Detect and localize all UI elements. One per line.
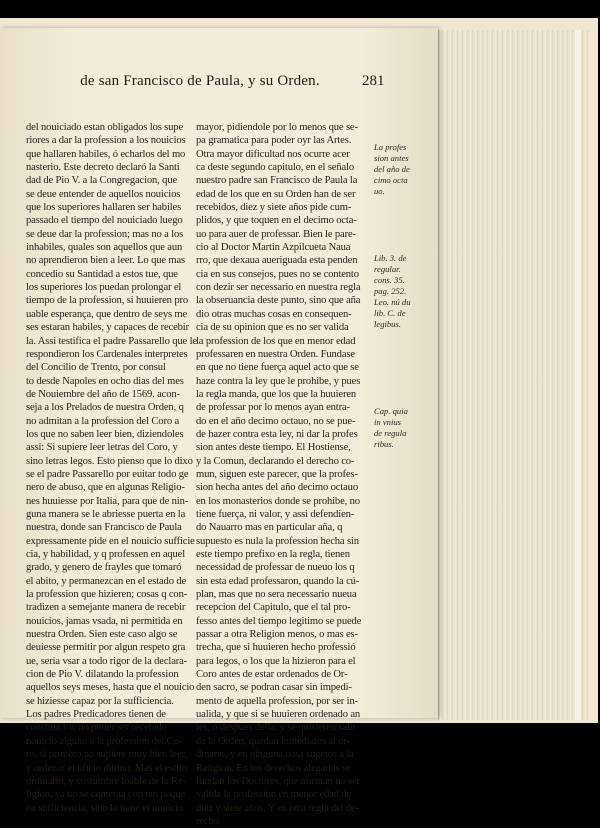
text-line: en los monasterios donde se prohibe, no: [196, 495, 360, 507]
text-line: to desde Napoles en ocho dias del mes: [26, 375, 184, 387]
text-line: no aprendieron bien a leer. Lo que mas: [26, 255, 186, 267]
margin-note-1: [374, 142, 410, 197]
text-line: sin esta edad professaron, quando la cú-: [196, 575, 360, 587]
right-text-column: [196, 121, 366, 828]
text-line: mun, siguen este parecer, que la profes-: [196, 468, 358, 480]
text-line: tes, o despues della, y se quisieren salir: [196, 722, 356, 734]
margin-note-line: cons. 35.: [374, 275, 405, 285]
text-line: den sacro, se podran casar sin impedi-: [196, 682, 352, 694]
text-line: valida la profession en menor edad de: [196, 789, 352, 801]
text-line: sion antes deste tiempo. El Hostiense,: [196, 442, 351, 454]
margin-note-line: pag. 252.: [374, 286, 407, 296]
margin-note-2: [374, 253, 411, 330]
margin-note-line: Cap. quia: [374, 406, 408, 416]
text-line: nuestra, donde san Francisco de Paula: [26, 522, 182, 534]
margin-note-line: uo.: [374, 186, 385, 196]
text-line: cion de Pio V. dilatando la profession: [26, 669, 179, 681]
text-line: la regla manda, que los que la huuieren: [196, 388, 357, 400]
text-line: del Concilio de Trento, por consul: [26, 362, 166, 374]
text-line: seja a los Prelados de nuestra Orden, q: [26, 402, 184, 414]
margin-note-line: del año de: [374, 164, 410, 174]
text-line: guna manera se le abriesse puerta en la: [26, 508, 186, 520]
text-line: recepcion del Capitulo, que el tal pro-: [196, 602, 351, 614]
text-line: del nouiciado estan obligados los supe: [26, 122, 184, 133]
text-line: necessidad de professar de nueuo los q: [196, 562, 355, 574]
text-line: ses estaran habiles, y capaces de recebir: [26, 322, 189, 334]
text-line: supuesto es nula la profession hecha sin: [196, 535, 359, 547]
text-line: de professar por lo menos ayan entra-: [196, 402, 350, 414]
text-line: se deue entender de aquellos nouicios: [26, 188, 181, 200]
text-line: rro, que dexaua aueriguada esta penden: [196, 255, 358, 267]
text-line: nuestro padre san Francisco de Paula la: [196, 175, 358, 187]
text-line: tiene fuerça, ni valor, y assi defendien-: [196, 508, 355, 520]
text-line: los superiores los puedan prolongar el: [26, 282, 182, 294]
text-line: sion hecha antes del año decimo octauo: [196, 482, 358, 494]
text-line: plidos, y que toquen en el decimo octa-: [196, 215, 357, 227]
text-line: recho: [196, 815, 219, 827]
margin-note-line: Lib. 3. de: [374, 253, 407, 263]
text-line: cio al Doctor Martin Azpilcueta Naua: [196, 242, 351, 254]
text-line: se hiziesse capaz por la sufficiencia.: [26, 695, 174, 707]
margin-note-line: La profes: [374, 142, 407, 152]
running-header: de san Francisco de Paula, y su Orden.: [80, 73, 320, 89]
left-text-column: [26, 121, 196, 815]
text-line: mento de aquella profession, por ser in-: [196, 695, 358, 707]
margin-note-line: lib. C. de: [374, 308, 406, 318]
text-line: deuiesse permitir por algun respeto gra: [26, 642, 186, 654]
text-line: aquellos seys meses, hasta que el nouicio: [26, 682, 195, 694]
margin-note-3: [374, 406, 408, 450]
text-line: y la Comun, declarando el derecho co-: [196, 455, 355, 467]
text-line: fundan los Doctores, que afirman no ser: [196, 775, 360, 787]
text-line: do en el año decimo octauo, no se pue-: [196, 415, 356, 427]
text-line: passado el tiempo del nouiciado luego: [26, 215, 183, 227]
text-line: fesso antes del tiempo legitimo se puede: [196, 615, 362, 627]
text-line: nouicio alguno a la profession del Co-: [26, 735, 183, 747]
text-line: assi: Si supiere leer letras del Coro, y: [26, 442, 178, 454]
text-line: sino letras legos. Esto pienso que lo dixo: [26, 455, 193, 467]
text-line: y ordenar el oficio diuino. Mas el estilo: [26, 762, 187, 774]
text-line: trecha, que si huuieren hecho professió: [196, 642, 356, 654]
text-line: este tiempo prefixo en la regla, tienen: [196, 549, 350, 560]
text-line: la. Assi testifica el padre Passarello que le: [26, 335, 197, 347]
text-line: nasterio. Este decreto declaró la Santi: [26, 162, 180, 174]
text-line: plan, mas que no sera necessario nueua: [196, 589, 357, 601]
text-line: para legos, o los que la hizieron para el: [196, 655, 356, 667]
text-line: constitucion no poder ser recebido: [26, 722, 167, 734]
text-line: de la Orden, quedan inmediatos al or-: [196, 735, 350, 747]
text-line: diez y siete años. Y en otra regla del de-: [196, 802, 359, 814]
text-line: recebidos, diez y siete años pide cum-: [196, 202, 352, 214]
text-line: grado, y genero de frayles que tomaró: [26, 562, 182, 574]
text-line: la profession que hizieren; cosas q con-: [26, 589, 188, 601]
text-line: Coro antes de estar ordenados de Or-: [196, 669, 348, 681]
text-line: tradizen a semejante manera de recebir: [26, 602, 186, 614]
text-line: dinario, y en ninguna cosa sugetos a la: [196, 749, 354, 761]
text-line: ualida, y que si se huuieren ordenado an: [196, 709, 361, 721]
text-line: de hazer contra esta ley, ni dar la profes: [196, 428, 358, 440]
text-line: cia de su opinion que es no ser valida: [196, 322, 349, 334]
text-line: en que no tiene fuerça aquel acto que se: [196, 362, 359, 374]
text-line: la profession de los que en menor edad: [196, 335, 356, 347]
text-line: expressamente pide en el nouicio sufficie: [26, 535, 195, 547]
book: [0, 18, 598, 827]
margin-note-line: Leo. nú du: [374, 297, 411, 307]
text-line: riores a dar la profession a los nouicios: [26, 135, 186, 147]
text-line: que los superiores hallaren ser habiles: [26, 202, 182, 214]
text-line: uable esperança, que dentro de seys me: [26, 308, 188, 320]
text-line: pa gramatica para poder oyr las Artes.: [196, 135, 352, 147]
text-line: nero de abuso, que en algunas Religio-: [26, 482, 185, 494]
margin-note-line: legibus.: [374, 319, 401, 329]
text-line: que hallaren habiles, ó echarlos del mo: [26, 148, 186, 160]
text-line: dad de Pio V. a la Congregacion, que: [26, 175, 178, 187]
text-line: passar a otra Religion menos, o mas es-: [196, 629, 358, 641]
text-line: haze contra la ley que le prohibe, y pues: [196, 375, 361, 387]
margin-note-line: cimo octa: [374, 175, 408, 185]
margin-note-line: regular.: [374, 264, 401, 274]
text-line: nouicios, jamas vsada, ni permitida en: [26, 615, 183, 627]
text-line: nes huuiesse por Italia, para que de nin-: [26, 495, 189, 507]
margin-note-line: in vnius: [374, 417, 401, 427]
text-line: inhabiles, quales son aquellos que aun: [26, 242, 183, 254]
text-line: tiempo de la profession, si huuieren pro: [26, 295, 188, 307]
book-page: [0, 28, 438, 827]
margin-note-line: ribus.: [374, 439, 394, 449]
text-line: la obseruancia deste punto, sino que aña: [196, 295, 361, 307]
text-line: do Nauarro mas en particular aña, q: [196, 522, 343, 534]
text-line: Otra mayor dificultad nos ocurre acer: [196, 148, 350, 160]
margin-note-line: sion antes: [374, 153, 409, 163]
text-line: el abito, y permanezcan en el estado de: [26, 575, 187, 587]
text-line: respondieron los Cardenales interpretes: [26, 348, 188, 360]
page-number: 281: [362, 73, 385, 89]
text-line: ca deste segundo capitulo, en el señalo: [196, 162, 355, 174]
text-line: nuestra Orden. Sien este caso algo se: [26, 629, 178, 641]
text-line: se deue dar la profession; mas no a los: [26, 228, 184, 240]
text-line: ro, si primero no supiere muy bien leer,: [26, 749, 187, 761]
text-line: uo para auer de professar. Bien le pare-: [196, 228, 356, 240]
text-line: cia, y habilidad, y q professen en aquel: [26, 549, 186, 560]
text-line: ordinario, y costumbre loable de la Re-: [26, 775, 186, 787]
text-line: cia en sus consejos, pues no se contento: [196, 268, 359, 280]
text-line: mayor, pidiendole por lo menos que se-: [196, 122, 358, 133]
text-line: ligion, ya no se contenta con tan peque: [26, 789, 185, 801]
text-line: los que no saben leer bien, diziendoles: [26, 428, 184, 440]
text-line: dio otras muchas cosas en consequen-: [196, 308, 352, 320]
text-line: Los padres Predicadores tienen de: [26, 709, 166, 721]
text-line: no admitan a la profession del Coro a: [26, 415, 180, 427]
text-line: se el padre Passarello por euitar todo ge: [26, 468, 189, 480]
text-line: con dezir ser necessario en nuestra regla: [196, 282, 361, 294]
text-line: concedio su Santidad a estos tue, que: [26, 268, 178, 280]
text-line: edad de los que en su Orden han de ser: [196, 188, 356, 200]
text-line: ña sufficiencia, sino la tiene el nouicio: [26, 802, 183, 814]
text-line: ue, seria vsar a todo rigor de la declara-: [26, 655, 188, 667]
text-line: de Nouiembre del año de 1569. acon-: [26, 388, 180, 400]
text-line: Religion. En los derechos alegados se: [196, 762, 351, 774]
margin-note-line: de regula: [374, 428, 407, 438]
page-edges: [438, 30, 589, 720]
text-line: professaren en nuestra Orden. Fundase: [196, 348, 355, 360]
